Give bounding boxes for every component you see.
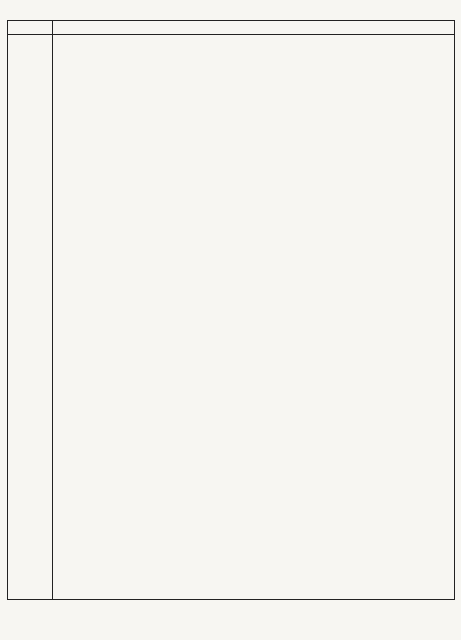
table-header: [8, 21, 454, 35]
fishery-table: [7, 20, 455, 600]
column-divider: [52, 21, 53, 599]
